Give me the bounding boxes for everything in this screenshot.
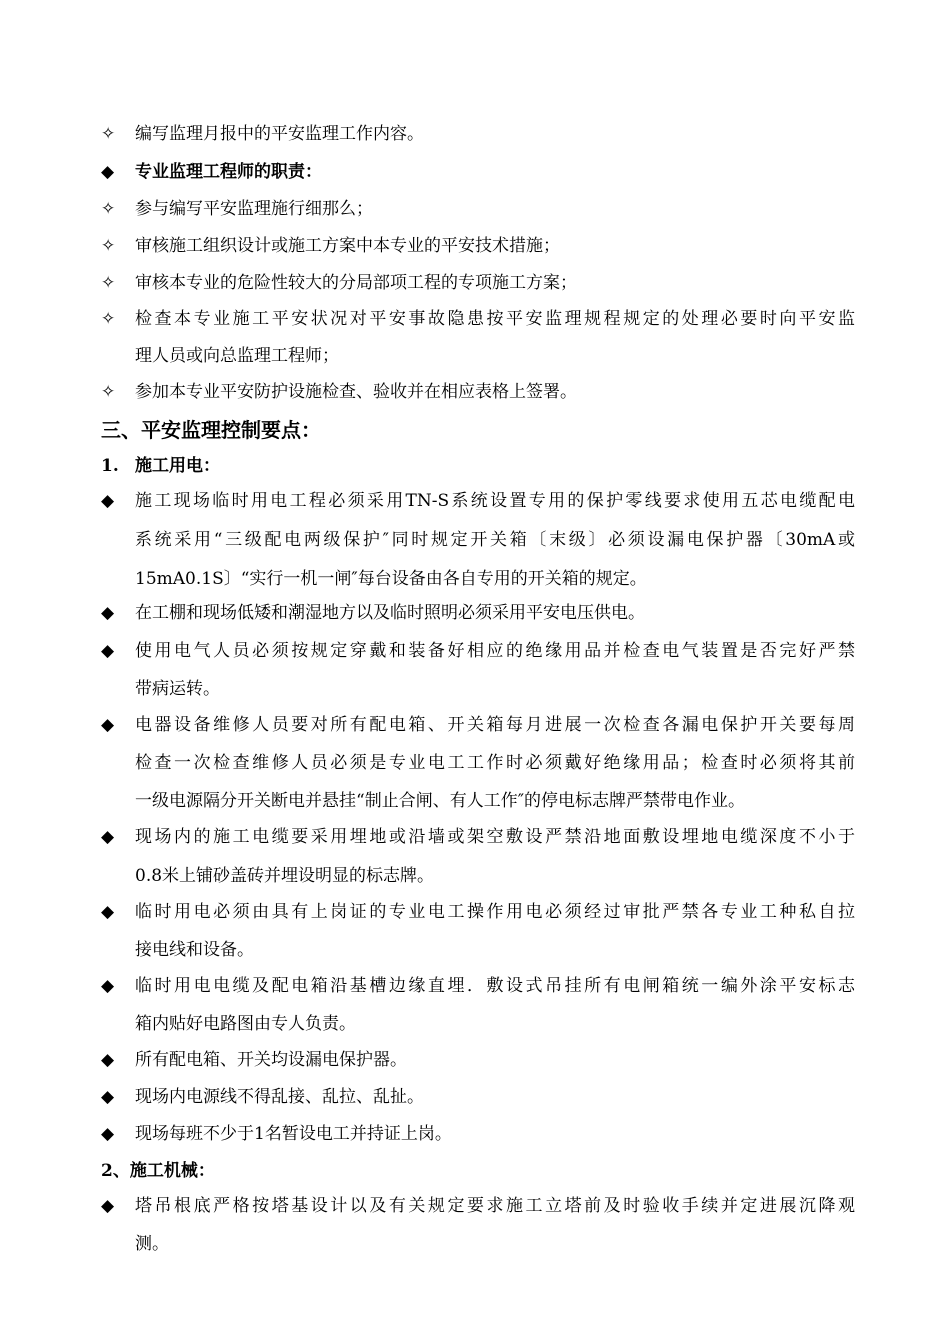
diamond-bullet: ◆	[101, 1050, 115, 1070]
list-item-text: 箱内贴好电路图由专人负责。	[135, 1014, 356, 1034]
diamond-bullet: ◆	[101, 902, 115, 922]
hollow-diamond-bullet: ✧	[101, 309, 116, 329]
list-item-text: 电器设备维修人员要对所有配电箱、开关箱每月进展一次检查各漏电保护开关要每周	[135, 715, 855, 735]
diamond-bullet: ◆	[101, 1196, 115, 1216]
list-item-text: 0.8米上铺砂盖砖并埋设明显的标志牌。	[135, 866, 435, 886]
list-item-text: 检查本专业施工平安状况对平安事故隐患按平安监理规程规定的处理必要时向平安监	[135, 309, 855, 329]
diamond-bullet: ◆	[101, 715, 115, 735]
hollow-diamond-bullet: ✧	[101, 124, 116, 144]
list-item-text: 临时用电电缆及配电箱沿基槽边缘直埋．敷设式吊挂所有电闸箱统一编外涂平安标志	[135, 976, 855, 996]
diamond-bullet: ◆	[101, 162, 115, 182]
list-item-text: 施工现场临时用电工程必须采用TN-S系统设置专用的保护零线要求使用五芯电缆配电	[135, 491, 855, 511]
hollow-diamond-bullet: ✧	[101, 236, 116, 256]
diamond-bullet: ◆	[101, 1124, 115, 1144]
list-item-text: 所有配电箱、开关均设漏电保护器。	[135, 1050, 407, 1070]
list-item-text: 理人员或向总监理工程师；	[135, 346, 339, 366]
diamond-bullet: ◆	[101, 603, 115, 623]
section-heading: 三、平安监理控制要点：	[101, 418, 321, 442]
list-item-text: 临时用电必须由具有上岗证的专业电工操作用电必须经过审批严禁各专业工种私自拉	[135, 902, 855, 922]
subheading-text: 专业监理工程师的职责：	[135, 162, 322, 182]
hollow-diamond-bullet: ✧	[101, 199, 116, 219]
diamond-bullet: ◆	[101, 976, 115, 996]
list-item-text: 检查一次检查维修人员必须是专业电工工作时必须戴好绝缘用品；检查时必须将其前	[135, 753, 855, 773]
diamond-bullet: ◆	[101, 827, 115, 847]
list-item-text: 现场内的施工电缆要采用埋地或沿墙或架空敷设严禁沿地面敷设埋地电缆深度不小于	[135, 827, 855, 847]
list-item-text: 现场内电源线不得乱接、乱拉、乱扯。	[135, 1087, 424, 1107]
subsection-title: 2、施工机械：	[101, 1161, 215, 1181]
list-item-text: 现场每班不少于1名暂设电工并持证上岗。	[135, 1124, 452, 1144]
list-item-text: 一级电源隔分开关断电并悬挂“制止合闸、有人工作″的停电标志牌严禁带电作业。	[135, 791, 746, 811]
list-item-text: 测。	[135, 1234, 169, 1254]
list-item-text: 使用电气人员必须按规定穿戴和装备好相应的绝缘用品并检查电气装置是否完好严禁	[135, 641, 855, 661]
list-item-text: 编写监理月报中的平安监理工作内容。	[135, 124, 424, 144]
diamond-bullet: ◆	[101, 491, 115, 511]
list-item-text: 在工棚和现场低矮和潮湿地方以及临时照明必须采用平安电压供电。	[135, 603, 645, 623]
list-item-text: 塔吊根底严格按塔基设计以及有关规定要求施工立塔前及时验收手续并定进展沉降观	[135, 1196, 855, 1216]
list-item-text: 接电线和设备。	[135, 940, 254, 960]
list-item-text: 审核施工组织设计或施工方案中本专业的平安技术措施；	[135, 236, 560, 256]
list-item-text: 带病运转。	[135, 679, 220, 699]
list-item-text: 参加本专业平安防护设施检查、验收并在相应表格上签署。	[135, 382, 577, 402]
list-item-text: 参与编写平安监理施行细那么；	[135, 199, 373, 219]
hollow-diamond-bullet: ✧	[101, 382, 116, 402]
diamond-bullet: ◆	[101, 1087, 115, 1107]
subsection-title: 施工用电：	[135, 456, 220, 476]
list-item-text: 15mA0.1S〕“实行一机一闸″每台设备由各自专用的开关箱的规定。	[135, 569, 647, 589]
subsection-number: 1.	[101, 456, 119, 476]
list-item-text: 审核本专业的危险性较大的分局部项工程的专项施工方案；	[135, 273, 577, 293]
hollow-diamond-bullet: ✧	[101, 273, 116, 293]
diamond-bullet: ◆	[101, 641, 115, 661]
list-item-text: 系统采用“三级配电两级保护″同时规定开关箱〔末级〕必须设漏电保护器〔30mA或	[135, 530, 855, 550]
